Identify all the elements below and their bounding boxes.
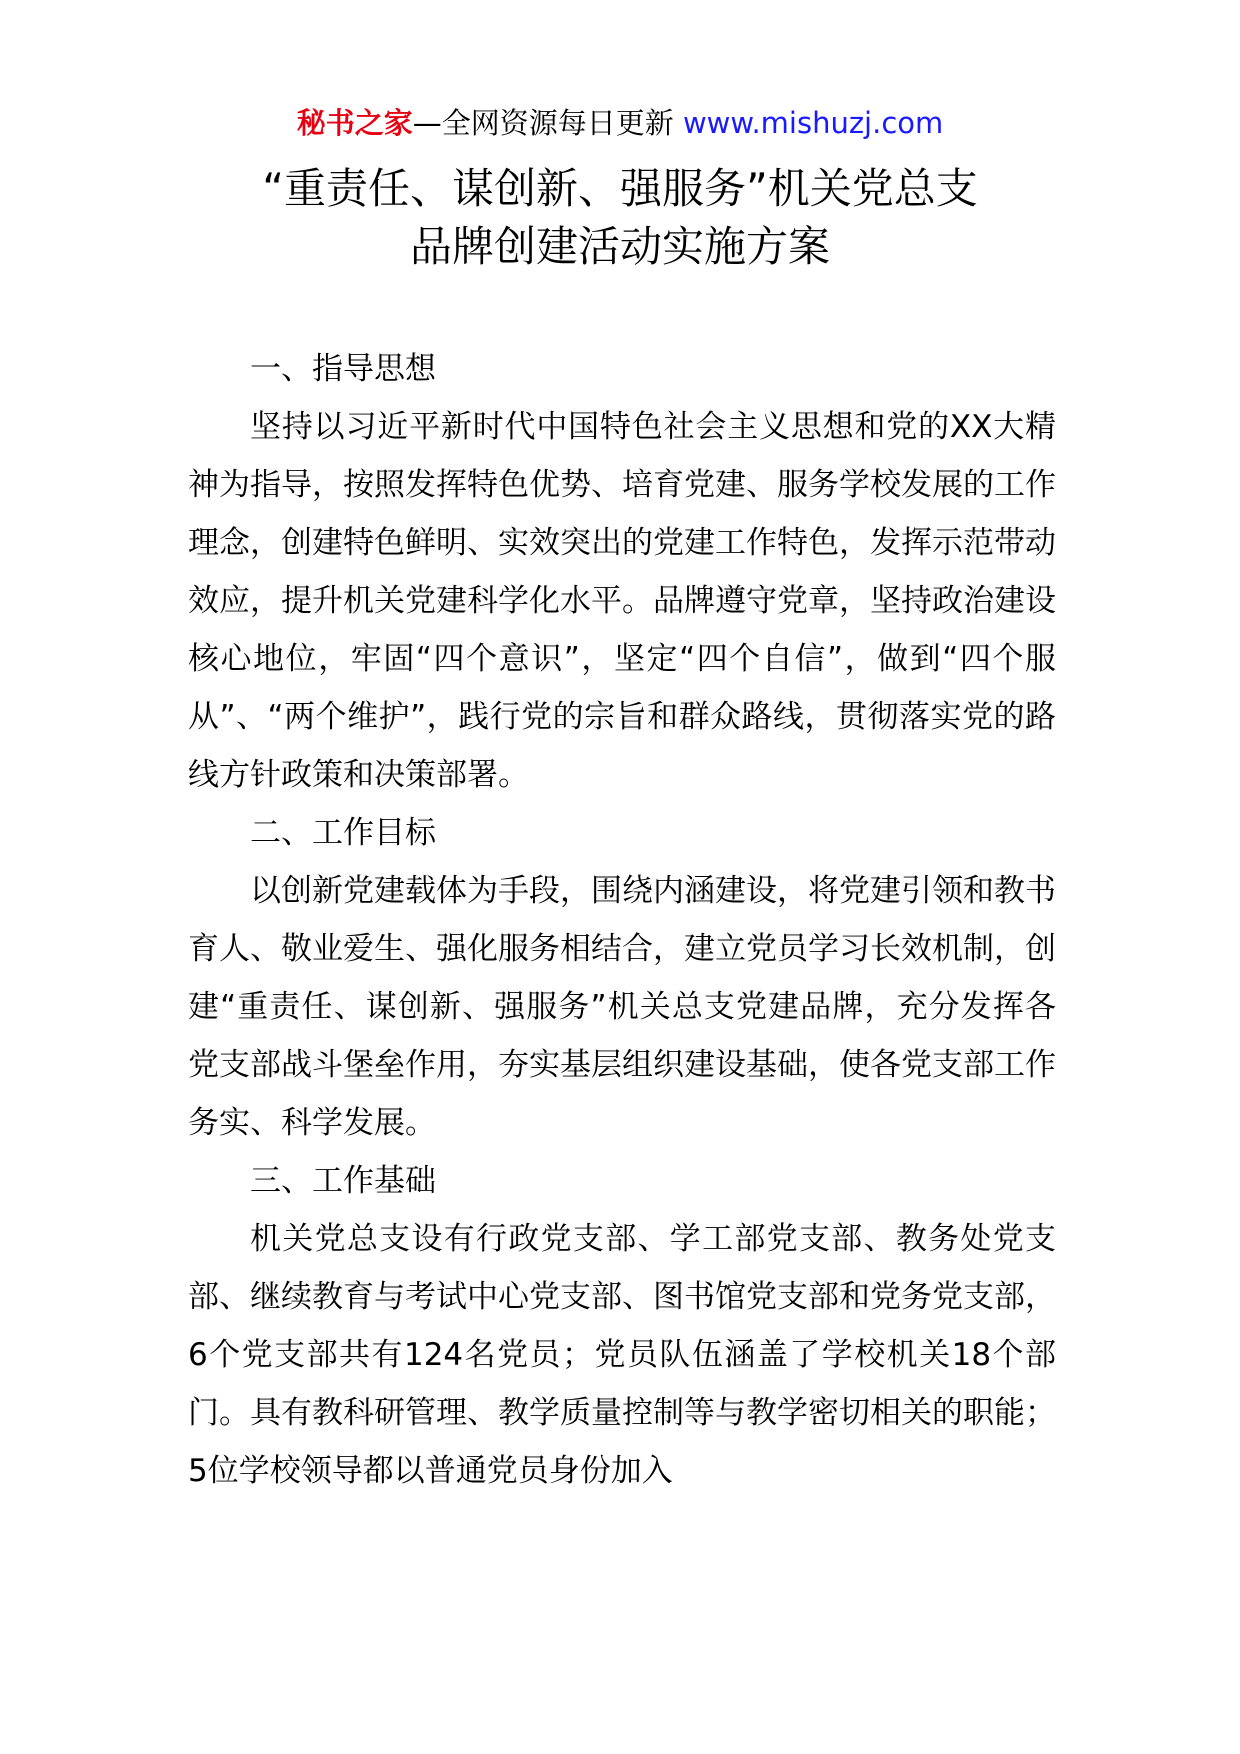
- title-line-2: 品牌创建活动实施方案: [409, 222, 830, 271]
- section-heading-work-foundation: 三、工作基础: [250, 1163, 436, 1199]
- site-brand: 秘书之家: [296, 106, 413, 140]
- site-header: [0, 98, 1240, 148]
- section-heading-work-goals: 二、工作目标: [250, 815, 436, 851]
- document-title: [0, 160, 1240, 276]
- site-url-link[interactable]: www.mishuzj.com: [682, 106, 944, 140]
- section-paragraph-guiding-ideology: 坚持以习近平新时代中国特色社会主义思想和党的XX大精神为指导，按照发挥特色优势、培育党建、服务学校发展的工作理念，创建特色鲜明、实效突出的党建工作特色，发挥示范带动效应，提升机关党建科学化水平。品牌遵守党章，坚持政治建设核心地位，牢固“四个意识”，坚定“四个自信”，做到“四个服从”、“两个维护”，践行党的宗旨和群众路线，贯彻落实党的路线方针政策和决策部署。: [188, 409, 1056, 793]
- section-paragraph-work-foundation: 机关党总支设有行政党支部、学工部党支部、教务处党支部、继续教育与考试中心党支部、图书馆党支部和党务党支部，6个党支部共有124名党员；党员队伍涵盖了学校机关18个部门。具有教科研管理、教学质量控制等与教学密切相关的职能；5位学校领导都以普通党员身份加入: [188, 1221, 1056, 1489]
- title-line-1: “重责任、谋创新、强服务”机关党总支: [262, 164, 978, 213]
- section-paragraph-work-goals: 以创新党建载体为手段，围绕内涵建设，将党建引领和教书育人、敬业爱生、强化服务相结合，建立党员学习长效机制，创建“重责任、谋创新、强服务”机关总支党建品牌，充分发挥各党支部战斗堡垒作用，夯实基层组织建设基础，使各党支部工作务实、科学发展。: [188, 873, 1056, 1141]
- section-heading-guiding-ideology: 一、指导思想: [250, 351, 436, 387]
- document-body: [188, 340, 1056, 1500]
- site-tagline: —全网资源每日更新: [412, 106, 674, 140]
